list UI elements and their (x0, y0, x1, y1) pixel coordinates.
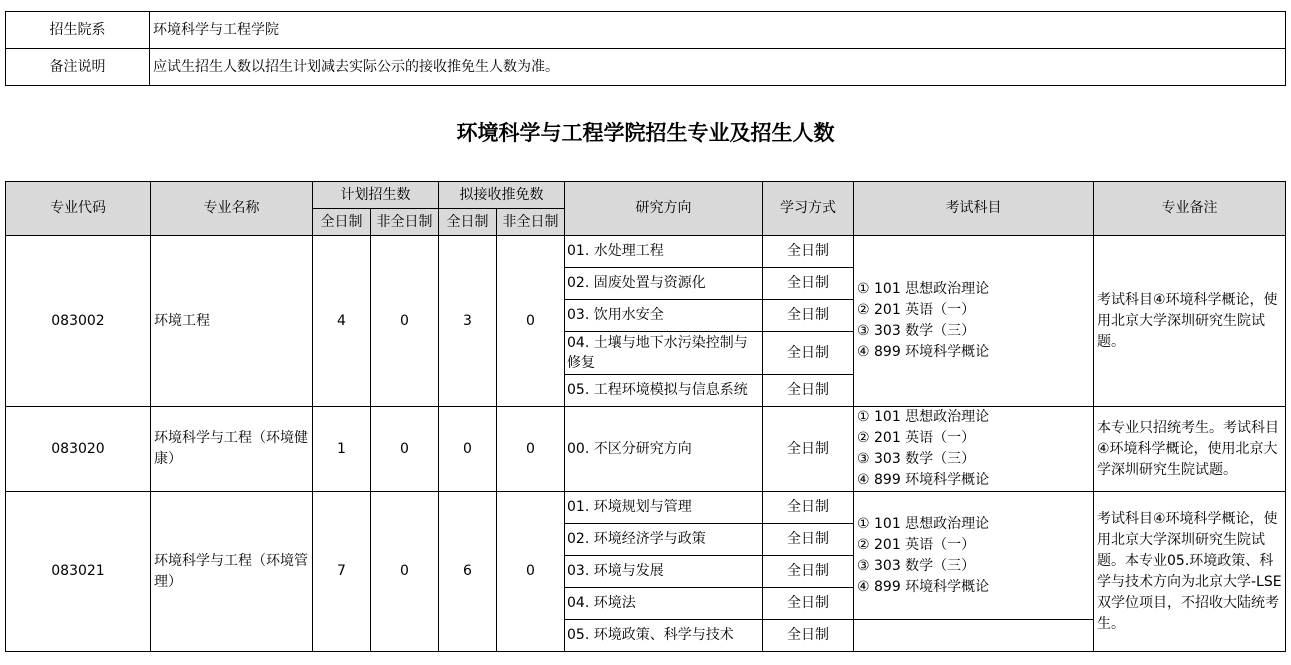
header-code: 专业代码 (6, 182, 151, 236)
exam-subject: ① 101 思想政治理论 (857, 409, 990, 425)
major-code: 083021 (6, 492, 151, 652)
exam-subject: ② 201 英语（一） (857, 302, 976, 318)
rec-full: 6 (439, 492, 497, 652)
study-mode: 全日制 (763, 268, 854, 300)
dept-value: 环境科学与工程学院 (150, 12, 1286, 49)
plan-full: 4 (313, 236, 371, 407)
header-exam: 考试科目 (854, 182, 1094, 236)
study-mode: 全日制 (763, 375, 854, 407)
exam-subject: ④ 899 环境科学概论 (857, 344, 990, 360)
header-rec-part: 非全日制 (497, 209, 565, 236)
remark-value: 应试生招生人数以招生计划减去实际公示的接收推免生人数为准。 (150, 49, 1286, 86)
header-name: 专业名称 (151, 182, 313, 236)
header-note: 专业备注 (1094, 182, 1286, 236)
direction: 03. 环境与发展 (565, 556, 763, 588)
direction: 03. 饮用水安全 (565, 300, 763, 332)
exam-subject: ② 201 英语（一） (857, 430, 976, 446)
study-mode: 全日制 (763, 588, 854, 620)
header-rec-full: 全日制 (439, 209, 497, 236)
study-mode: 全日制 (763, 492, 854, 524)
exam-subject: ④ 899 环境科学概论 (857, 578, 990, 595)
header-plan-full: 全日制 (313, 209, 371, 236)
plan-full: 1 (313, 407, 371, 492)
table-row (6, 492, 1286, 524)
rec-full: 0 (439, 407, 497, 492)
direction: 01. 环境规划与管理 (565, 492, 763, 524)
direction: 05. 环境政策、科学与技术 (565, 620, 763, 652)
rec-full: 3 (439, 236, 497, 407)
plan-part: 0 (371, 492, 439, 652)
exam-subjects (854, 492, 1094, 620)
table-row (6, 407, 1286, 492)
direction: 01. 水处理工程 (565, 236, 763, 268)
info-table (5, 11, 1286, 86)
study-mode: 全日制 (763, 300, 854, 332)
info-row-remark (6, 49, 1286, 86)
major-note: 本专业只招统考生。考试科目④环境科学概论，使用北京大学深圳研究生院试题。 (1094, 407, 1286, 492)
rec-part: 0 (497, 407, 565, 492)
direction: 00. 不区分研究方向 (565, 407, 763, 492)
majors-table (5, 181, 1286, 652)
exam-subjects (854, 407, 1094, 492)
header-direction: 研究方向 (565, 182, 763, 236)
major-note: 考试科目④环境科学概论，使用北京大学深圳研究生院试题。 (1094, 236, 1286, 407)
info-row-dept (6, 12, 1286, 49)
exam-subjects-empty (854, 620, 1094, 652)
major-name: 环境科学与工程（环境健康） (151, 407, 313, 492)
major-name: 环境科学与工程（环境管理） (151, 492, 313, 652)
exam-subject: ① 101 思想政治理论 (857, 281, 990, 297)
major-code: 083020 (6, 407, 151, 492)
study-mode: 全日制 (763, 407, 854, 492)
study-mode: 全日制 (763, 332, 854, 375)
exam-subjects (854, 236, 1094, 407)
rec-part: 0 (497, 236, 565, 407)
exam-subject: ② 201 英语（一） (857, 536, 976, 553)
direction: 02. 固废处置与资源化 (565, 268, 763, 300)
exam-subject: ③ 303 数学（三） (857, 557, 976, 574)
header-rec: 拟接收推免数 (439, 182, 565, 209)
direction: 02. 环境经济学与政策 (565, 524, 763, 556)
page-title: 环境科学与工程学院招生专业及招生人数 (456, 121, 835, 145)
plan-part: 0 (371, 236, 439, 407)
plan-part: 0 (371, 407, 439, 492)
direction: 04. 环境法 (565, 588, 763, 620)
direction: 04. 土壤与地下水污染控制与修复 (565, 332, 763, 375)
exam-subject: ③ 303 数学（三） (857, 323, 976, 339)
rec-part: 0 (497, 492, 565, 652)
header-row-1 (6, 182, 1286, 209)
header-plan-part: 非全日制 (371, 209, 439, 236)
remark-label: 备注说明 (6, 49, 150, 86)
exam-subject: ① 101 思想政治理论 (857, 515, 990, 532)
study-mode: 全日制 (763, 556, 854, 588)
study-mode: 全日制 (763, 236, 854, 268)
dept-label: 招生院系 (6, 12, 150, 49)
exam-subject: ④ 899 环境科学概论 (857, 472, 990, 488)
header-mode: 学习方式 (763, 182, 854, 236)
study-mode: 全日制 (763, 620, 854, 652)
plan-full: 7 (313, 492, 371, 652)
study-mode: 全日制 (763, 524, 854, 556)
major-code: 083002 (6, 236, 151, 407)
exam-subject: ③ 303 数学（三） (857, 451, 976, 467)
major-name: 环境工程 (151, 236, 313, 407)
direction: 05. 工程环境模拟与信息系统 (565, 375, 763, 407)
table-row (6, 236, 1286, 268)
header-plan: 计划招生数 (313, 182, 439, 209)
major-note: 考试科目④环境科学概论，使用北京大学深圳研究生院试题。本专业05.环境政策、科学与技术方向为北京大学-LSE双学位项目，不招收大陆统考生。 (1094, 492, 1286, 652)
